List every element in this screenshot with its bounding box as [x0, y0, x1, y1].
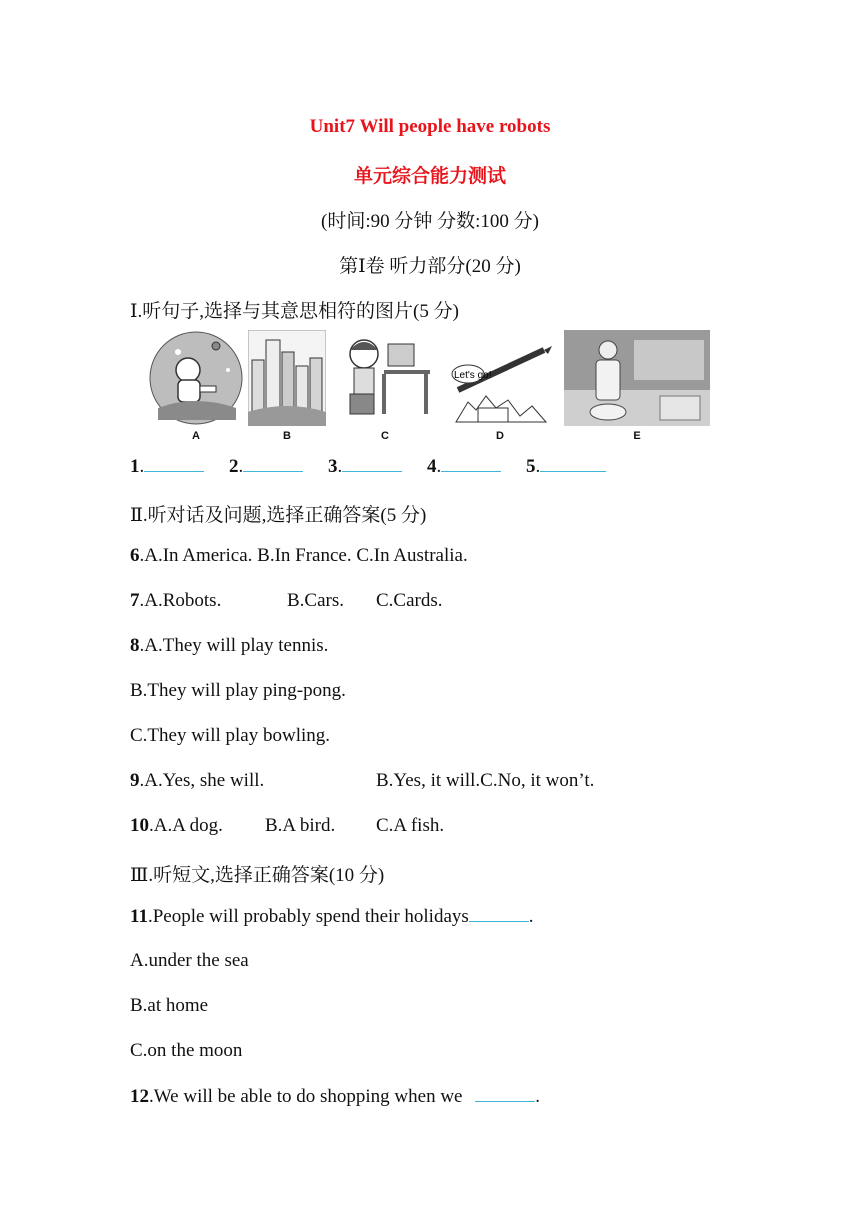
doc-title: Unit7 Will people have robots — [309, 116, 551, 137]
q12-line — [130, 1085, 540, 1108]
q11-number: 11 — [130, 906, 148, 927]
picture-label-b: B — [283, 430, 291, 442]
q8-option-a: .A.They will play tennis. — [139, 635, 329, 656]
q1-answer-blank[interactable] — [144, 455, 204, 472]
q6-option-b: B.In France. — [257, 545, 352, 566]
picture-a-astronaut — [148, 330, 244, 426]
paper-part-heading: 第Ⅰ卷 听力部分(20 分) — [339, 256, 521, 277]
q4-answer-blank[interactable] — [441, 455, 501, 472]
q6-line — [130, 545, 468, 567]
q6-number: 6 — [130, 545, 140, 566]
q4-number: 4 — [427, 456, 437, 477]
q11-stem: .People will probably spend their holidays — [147, 906, 469, 927]
q12-stem: .We will be able to do shopping when we — [149, 1086, 468, 1107]
picture-label-e: E — [633, 430, 641, 442]
q12-answer-blank[interactable] — [475, 1085, 535, 1102]
q11-line — [130, 905, 534, 928]
q7-number: 7 — [130, 590, 140, 611]
picture-e-robot-photo — [564, 330, 710, 426]
q10-option-a: .A.A dog. — [149, 815, 223, 836]
q9-option-bc: B.Yes, it will.C.No, it won’t. — [376, 770, 595, 791]
q2-number: 2 — [229, 456, 239, 477]
q8-option-c: C.They will play bowling. — [130, 725, 331, 746]
q5-number: 5 — [526, 456, 536, 477]
q8-number: 8 — [130, 635, 140, 656]
q11-option-c: C.on the moon — [130, 1040, 243, 1061]
doc-subtitle: 单元综合能力测试 — [353, 166, 506, 187]
section3-heading: Ⅲ.听短文,选择正确答案(10 分) — [130, 865, 385, 886]
q1-number: 1 — [130, 456, 140, 477]
q8-line — [130, 635, 328, 657]
q7-line — [130, 590, 443, 612]
picture-label-c: C — [381, 430, 389, 442]
q6-option-a: .A.In America. — [139, 545, 253, 566]
q11-option-b: B.at home — [130, 995, 209, 1016]
q12-number: 12 — [130, 1086, 149, 1107]
picture-label-d: D — [496, 430, 504, 442]
section1-answer-line: 1. 2. 3. 4. 5. — [130, 455, 606, 478]
q10-line — [130, 815, 445, 837]
picture-label-a: A — [192, 430, 200, 442]
q8-option-b: B.They will play ping-pong. — [130, 680, 346, 701]
picture-d-caption: Let's go! — [454, 370, 492, 381]
q10-option-b: B.A bird. — [265, 815, 336, 836]
q11-answer-blank[interactable] — [469, 905, 529, 922]
q9-line — [130, 770, 595, 792]
time-score-info: (时间:90 分钟 分数:100 分) — [321, 211, 539, 232]
q7-option-b: B.Cars. — [287, 590, 344, 611]
q9-option-a: .A.Yes, she will. — [139, 770, 265, 791]
q7-option-c: C.Cards. — [376, 590, 443, 611]
q11-option-a: A.under the sea — [130, 950, 249, 971]
q5-answer-blank[interactable] — [540, 455, 606, 472]
q10-number: 10 — [130, 815, 149, 836]
q3-number: 3 — [328, 456, 338, 477]
section2-heading: Ⅱ.听对话及问题,选择正确答案(5 分) — [130, 505, 427, 526]
picture-d-rocket-trip — [448, 330, 552, 426]
picture-b-city — [248, 330, 326, 426]
q9-number: 9 — [130, 770, 140, 791]
picture-c-girl-computer — [334, 330, 434, 426]
q10-option-c: C.A fish. — [376, 815, 445, 836]
q2-answer-blank[interactable] — [243, 455, 303, 472]
q6-option-c: C.In Australia. — [356, 545, 468, 566]
picture-options — [148, 330, 713, 445]
q11-end: . — [528, 906, 534, 927]
section1-heading: Ⅰ.听句子,选择与其意思相符的图片(5 分) — [130, 301, 459, 322]
q3-answer-blank[interactable] — [342, 455, 402, 472]
q12-end: . — [535, 1086, 540, 1107]
q7-option-a: .A.Robots. — [139, 590, 222, 611]
